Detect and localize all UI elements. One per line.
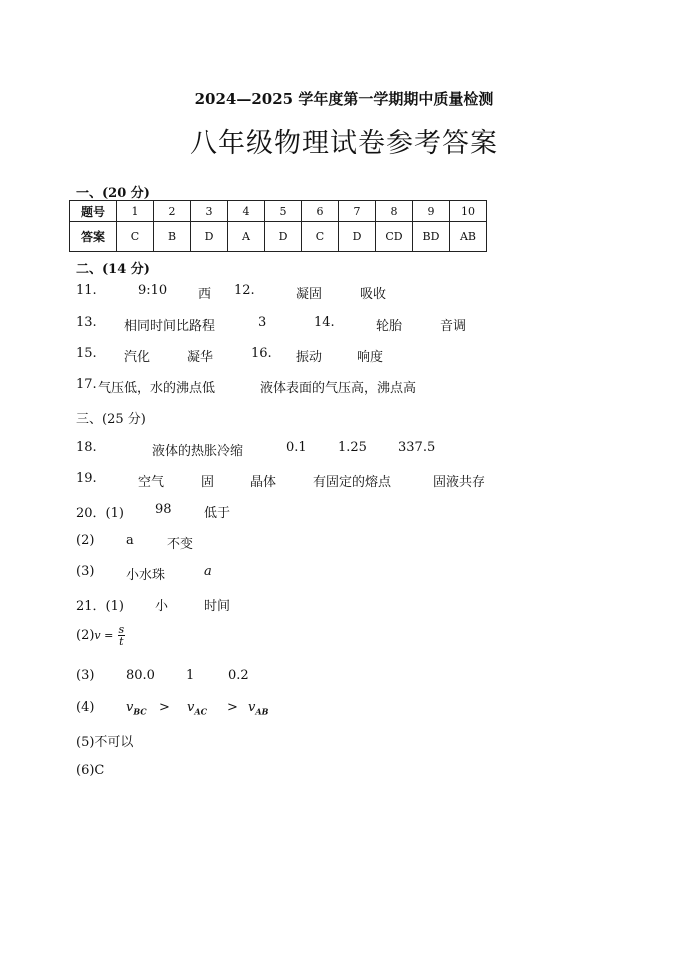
table-cell: B [154, 222, 191, 252]
subscript-ab: AB [255, 706, 269, 717]
q21-part3-label: (3) [76, 668, 95, 683]
velocity-ab [248, 700, 268, 717]
q21-part3-answer-1: 80.0 [126, 668, 155, 683]
subscript-bc: BC [133, 706, 147, 717]
section-3-heading: 三、(25 分) [76, 412, 146, 427]
q21-part1-label: 21．(1) [76, 599, 124, 614]
q11-number: 11. [76, 283, 97, 298]
q14-answer-1: 轮胎 [376, 319, 403, 334]
fraction-numerator: s [118, 623, 125, 636]
table-cell: 1 [117, 201, 154, 222]
q21-part4-label: (4) [76, 700, 95, 715]
q12-answer-2: 吸收 [360, 287, 387, 302]
exam-subtitle: 2024—2025 学年度第一学期期中质量检测 [194, 90, 494, 108]
q21-part1-answer-1: 小 [155, 599, 169, 614]
q18-number: 18. [76, 440, 97, 455]
table-cell: 2 [154, 201, 191, 222]
q16-number: 16. [251, 346, 272, 361]
page-title: 八年级物理试卷参考答案 [190, 128, 498, 159]
q20-part3-answer-1: 小水珠 [126, 568, 166, 583]
table-cell: CD [376, 222, 413, 252]
q14-number: 14. [314, 315, 335, 330]
q20-part1-answer-1: 98 [155, 502, 172, 517]
q20-part3-answer-2: a [204, 564, 212, 579]
q19-answer-5: 固液共存 [433, 475, 486, 490]
q11-answer-1: 9:10 [138, 283, 168, 298]
table-cell: C [117, 222, 154, 252]
q16-answer-2: 响度 [357, 350, 384, 365]
q19-answer-3: 晶体 [250, 475, 277, 490]
q20-part2-label: (2) [76, 533, 95, 548]
subscript-ac: AC [194, 706, 207, 717]
q19-answer-1: 空气 [138, 475, 165, 490]
q14-answer-2: 音调 [440, 319, 467, 334]
q15-answer-1: 汽化 [124, 350, 151, 365]
q12-number: 12. [234, 283, 255, 298]
table-cell: 6 [302, 201, 339, 222]
q15-number: 15. [76, 346, 97, 361]
velocity-symbol: v [248, 700, 256, 715]
row-label-answer: 答案 [70, 222, 117, 252]
section-2-heading: 二、(14 分) [76, 262, 150, 277]
table-cell: D [265, 222, 302, 252]
q17-number: 17. [76, 377, 97, 392]
q21-part6: (6)C [76, 763, 105, 778]
velocity-symbol: v [126, 700, 134, 715]
q12-answer-1: 凝固 [296, 287, 323, 302]
q21-part2-label: (2) [76, 628, 95, 643]
velocity-formula-fraction [118, 624, 126, 647]
velocity-formula-lhs: v = [94, 629, 114, 642]
q13-answer-2: 3 [258, 315, 267, 330]
velocity-bc [126, 700, 147, 717]
table-cell: AB [450, 222, 487, 252]
q18-answer-1: 液体的热胀冷缩 [152, 444, 244, 459]
table-cell: 3 [191, 201, 228, 222]
q17-answer-1: 气压低，水的沸点低 [98, 381, 216, 396]
table-row [70, 201, 487, 222]
fraction-denominator: t [119, 635, 124, 648]
table-cell: 8 [376, 201, 413, 222]
velocity-symbol: v [187, 700, 195, 715]
table-cell: D [339, 222, 376, 252]
q13-number: 13. [76, 315, 97, 330]
q19-number: 19. [76, 471, 97, 486]
q20-part2-answer-2: 不变 [167, 537, 194, 552]
table-cell: D [191, 222, 228, 252]
velocity-ac [187, 700, 207, 717]
table-cell: 4 [228, 201, 265, 222]
q18-answer-4: 337.5 [398, 440, 436, 455]
q19-answer-4: 有固定的熔点 [313, 475, 392, 490]
q20-part1-answer-2: 低于 [204, 506, 231, 521]
table-cell: C [302, 222, 339, 252]
table-cell: 10 [450, 201, 487, 222]
row-label-question-number: 题号 [70, 201, 117, 222]
q21-part3-answer-2: 1 [186, 668, 195, 683]
q21-part5: (5)不可以 [76, 735, 134, 750]
q18-answer-2: 0.1 [286, 440, 307, 455]
table-cell: 7 [339, 201, 376, 222]
greater-than-2: > [227, 700, 238, 715]
section-1-heading: 一、(20 分) [76, 186, 150, 201]
q21-part1-answer-2: 时间 [204, 599, 231, 614]
answer-table [69, 200, 487, 252]
table-cell: A [228, 222, 265, 252]
q11-answer-2: 西 [198, 287, 212, 302]
table-row [70, 222, 487, 252]
q20-part2-answer-1: a [126, 533, 134, 548]
q15-answer-2: 凝华 [187, 350, 214, 365]
q21-part3-answer-3: 0.2 [228, 668, 249, 683]
greater-than-1: > [159, 700, 170, 715]
q13-answer-1: 相同时间比路程 [124, 319, 216, 334]
q20-part3-label: (3) [76, 564, 95, 579]
q21-part2 [76, 624, 125, 647]
q20-part1-label: 20．(1) [76, 506, 124, 521]
q16-answer-1: 振动 [296, 350, 323, 365]
table-cell: BD [413, 222, 450, 252]
table-cell: 9 [413, 201, 450, 222]
q18-answer-3: 1.25 [338, 440, 367, 455]
q17-answer-2: 液体表面的气压高，沸点高 [260, 381, 417, 396]
table-cell: 5 [265, 201, 302, 222]
q19-answer-2: 固 [201, 475, 215, 490]
